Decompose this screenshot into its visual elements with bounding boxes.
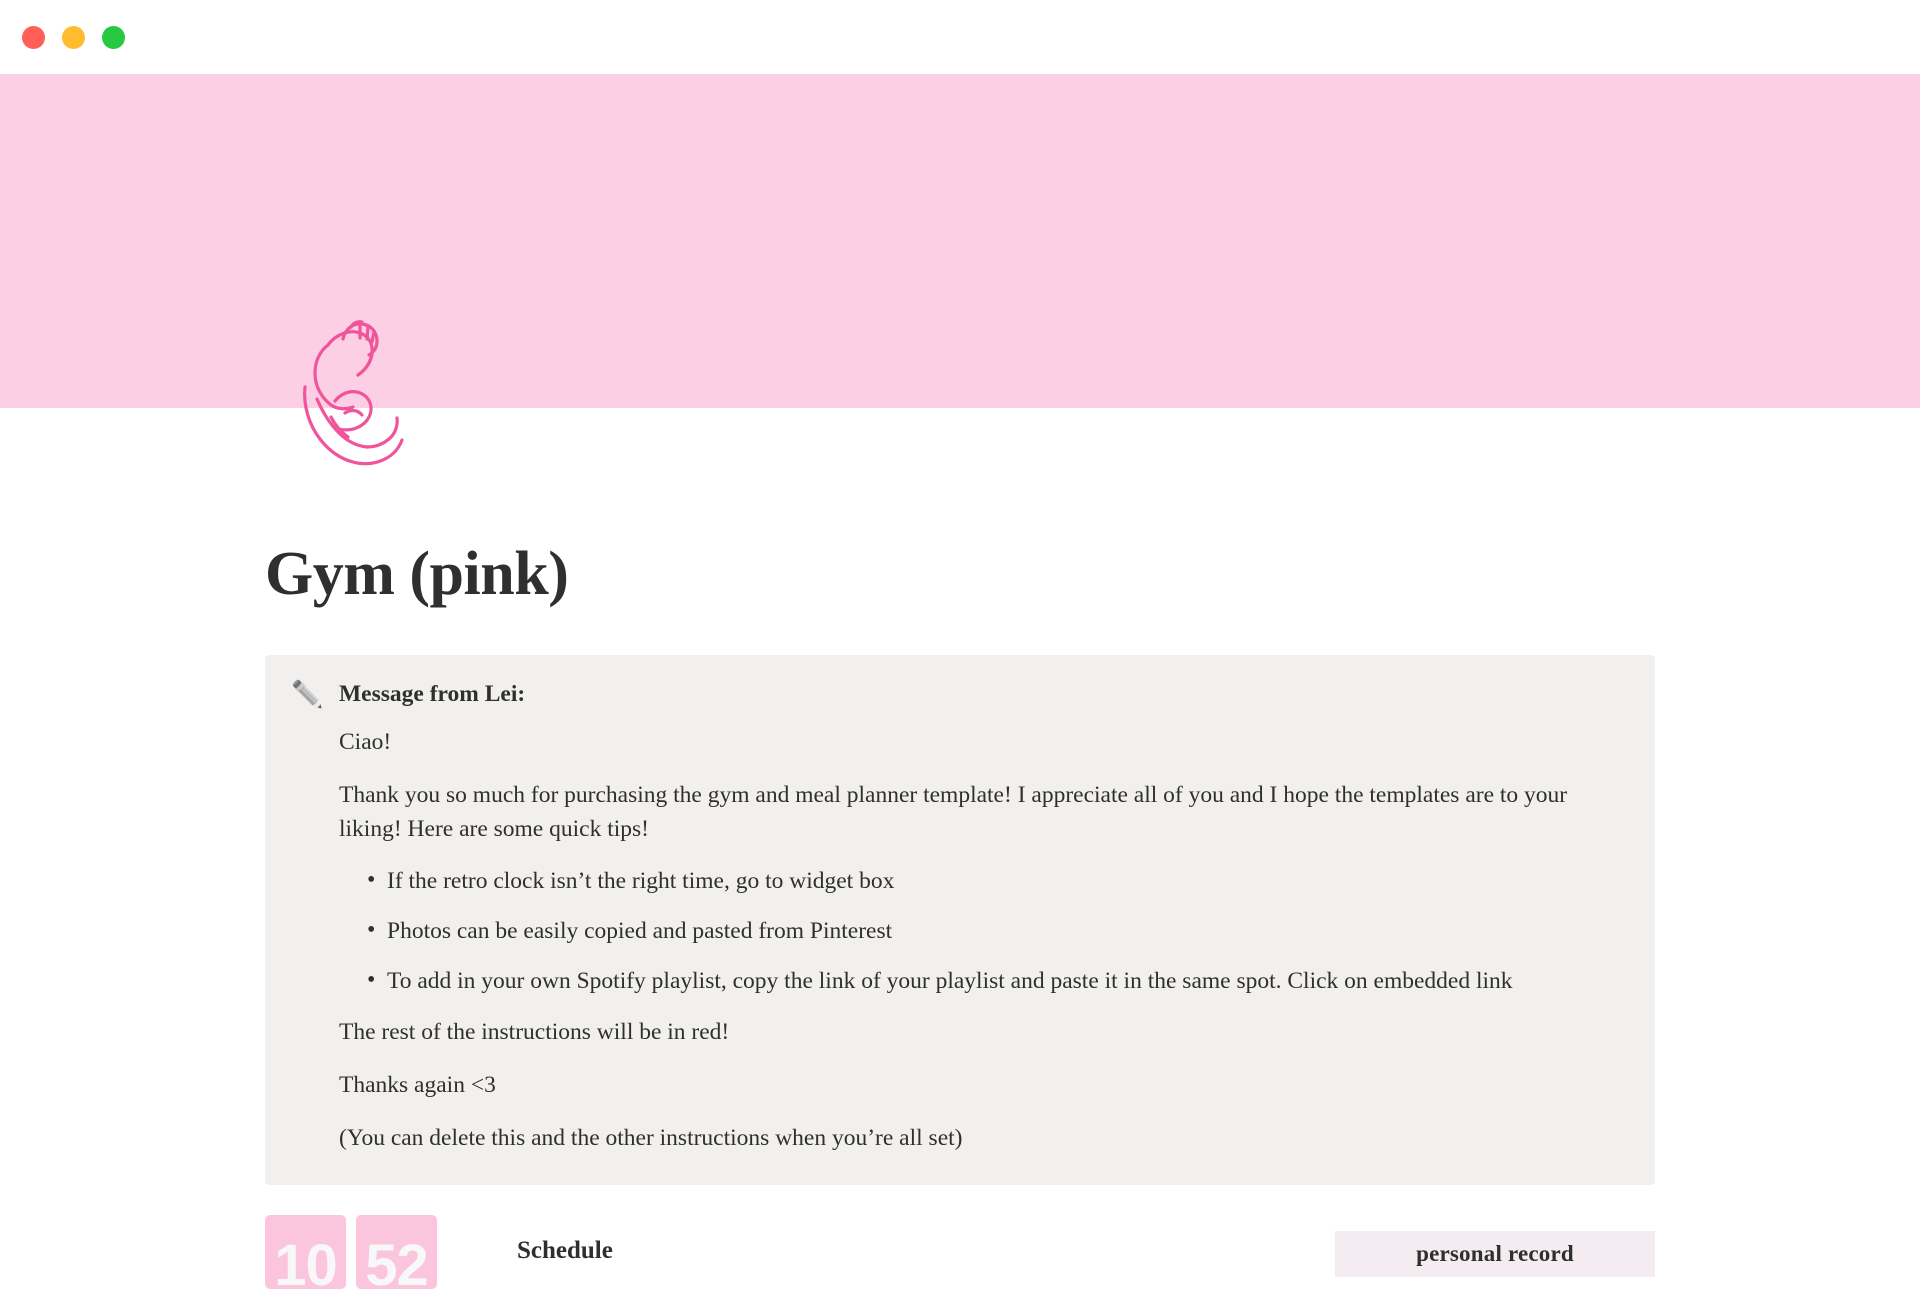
list-item: • If the retro clock isn’t the right time, go to widget box [339, 865, 1625, 898]
list-item: • Photos can be easily copied and pasted from Pinterest [339, 915, 1625, 948]
callout-content [339, 677, 1625, 1155]
callout-greeting: Ciao! [339, 729, 392, 756]
close-window-button[interactable] [22, 26, 45, 49]
retro-clock-widget[interactable] [265, 1215, 437, 1298]
maximize-window-button[interactable] [102, 26, 125, 49]
pencil-icon: ✏️ [291, 680, 324, 709]
callout-thanks: Thanks again <3 [339, 1071, 496, 1098]
clock-hours-box [265, 1215, 346, 1298]
minimize-window-button[interactable] [62, 26, 85, 49]
list-item: • To add in your own Spotify playlist, copy the link of your playlist and paste it in the same spot. Click on embedded link [339, 965, 1625, 998]
clock-minutes: 52 [365, 1232, 428, 1298]
flexed-biceps-icon[interactable] [265, 313, 425, 488]
callout-note: The rest of the instructions will be in red! [339, 1018, 730, 1045]
clock-hours: 10 [274, 1232, 337, 1298]
traffic-lights [22, 26, 125, 49]
callout-tips-list [339, 865, 1625, 998]
page-body [0, 408, 1920, 1305]
callout-footnote: (You can delete this and the other instructions when you’re all set) [339, 1125, 963, 1152]
page-title[interactable]: Gym (pink) [265, 540, 569, 608]
window-titlebar [0, 0, 1920, 74]
clock-minutes-box [356, 1215, 437, 1298]
personal-record-chip[interactable]: personal record [1335, 1231, 1655, 1277]
message-callout[interactable] [265, 655, 1655, 1185]
bottom-row [265, 1215, 1655, 1305]
callout-intro: Thank you so much for purchasing the gym and meal planner template! I appreciate all of you and I hope the templates are to your liking! Here are some quick tips! [339, 782, 1568, 843]
callout-heading: Message from Lei: [339, 681, 526, 707]
schedule-heading[interactable]: Schedule [517, 1237, 613, 1265]
